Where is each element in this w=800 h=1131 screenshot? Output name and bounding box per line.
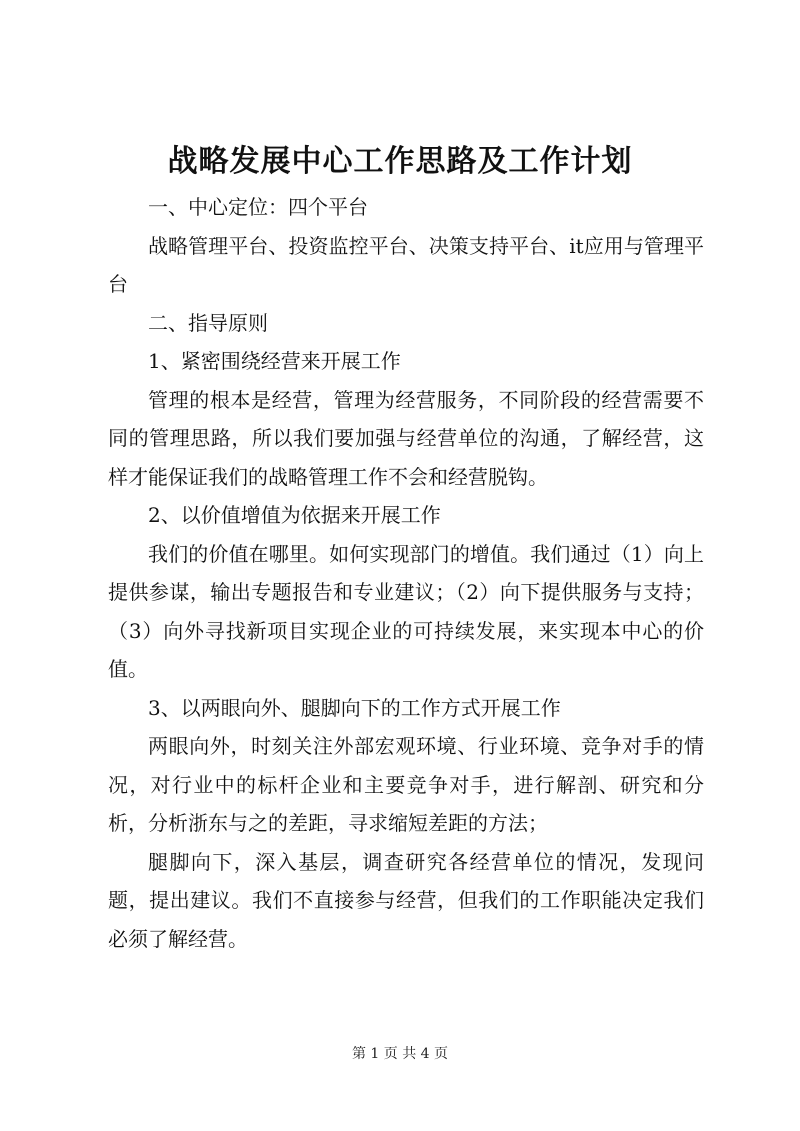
paragraph-principle-1: 管理的根本是经营，管理为经营服务，不同阶段的经营需要不同的管理思路，所以我们要加强与经营单位的沟通，了解经营，这样才能保证我们的战略管理工作不会和经营脱钩。: [108, 387, 704, 489]
page-number-footer: 第 1 页 共 4 页: [351, 1046, 449, 1062]
section-heading-positioning: 一、中心定位：四个平台: [148, 195, 368, 219]
section-heading-principles: 二、指导原则: [148, 310, 268, 335]
document-body: [108, 188, 704, 958]
paragraph-platforms: 战略管理平台、投资监控平台、决策支持平台、it应用与管理平台: [108, 233, 704, 296]
subheading-principle-3: 3、以两眼向外、腿脚向下的工作方式开展工作: [148, 695, 561, 720]
subheading-principle-2: 2、以价值增值为依据来开展工作: [148, 503, 441, 527]
paragraph-feet-downward: 腿脚向下，深入基层，调查研究各经营单位的情况，发现问题，提出建议。我们不直接参与经营，但我们的工作职能决定我们必须了解经营。: [108, 849, 704, 951]
paragraph-eyes-outward: 两眼向外，时刻关注外部宏观环境、行业环境、竞争对手的情况，对行业中的标杆企业和主要竞争对手，进行解剖、研究和分析，分析浙东与之的差距，寻求缩短差距的方法；: [108, 734, 704, 835]
document-title: 战略发展中心工作思路及工作计划: [167, 144, 633, 179]
paragraph-principle-2: 我们的价值在哪里。如何实现部门的增值。我们通过（1）向上提供参谋，输出专题报告和专业建议；（2）向下提供服务与支持；（3）向外寻找新项目实现企业的可持续发展，来实现本中心的价值。: [108, 541, 704, 681]
subheading-principle-1: 1、紧密围绕经营来开展工作: [148, 349, 401, 373]
